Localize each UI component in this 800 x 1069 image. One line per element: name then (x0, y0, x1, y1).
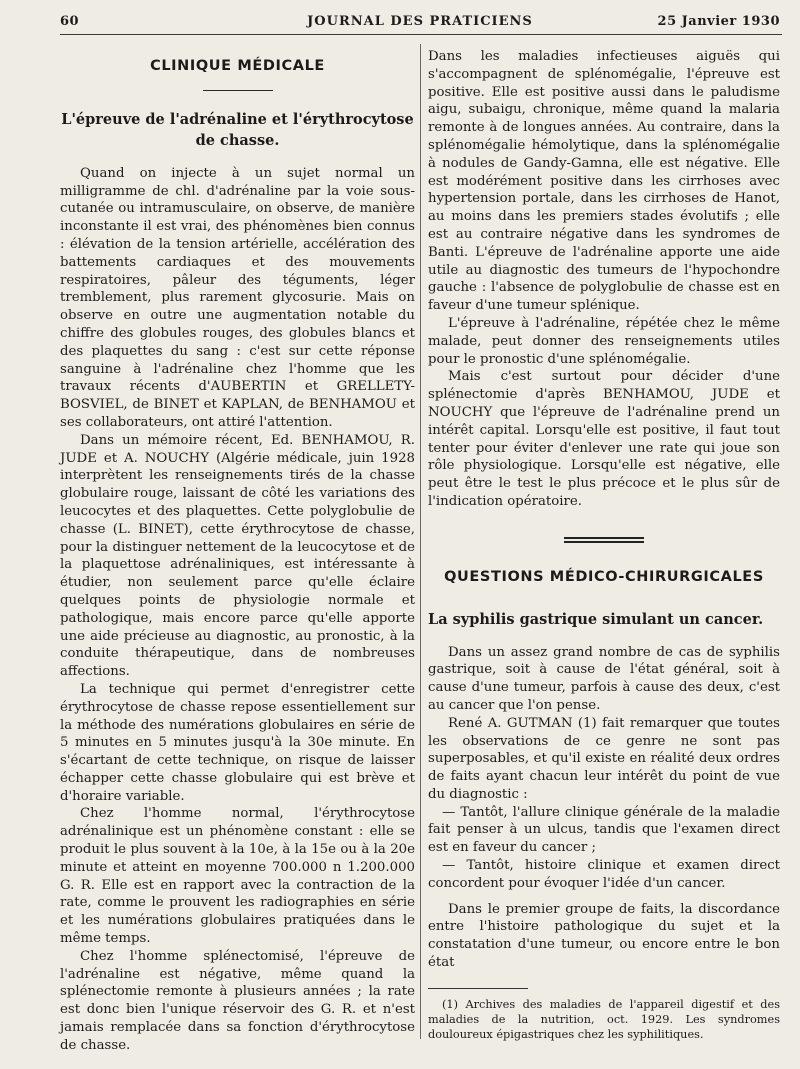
article-title-adrenaline: L'épreuve de l'adrénaline et l'érythrocytose de chasse. (61, 110, 414, 149)
paragraph: — Tantôt, l'allure clinique générale de la maladie fait penser à un ulcus, tandis que l'examen direct est en faveur du cancer ; (428, 804, 780, 856)
paragraph: Dans les maladies infectieuses aiguës qui s'accompagnent de splénomégalie, l'épreuve est positive. Elle est positive aussi dans le paludisme aigu, subaigu, chronique, même quand la malaria remonte à de longues années. Au contraire, dans la splénomégalie hémolytique, dans la splénomégalie à nodules de Gandy-Gamna, elle est négative. Elle est modérément positive dans les cirrhoses avec hypertension portale, dans les cirrhoses de Hanot, au moins dans les premiers stades évolutifs ; elle est au contraire négative dans les syndromes de Banti. L'épreuve de l'adrénaline apporte une aide utile au diagnostic des tumeurs de l'hypochondre gauche : l'absence de polyglobulie de chasse est en faveur d'une tumeur splénique. (428, 49, 780, 314)
double-rule-separator (564, 537, 644, 543)
journal-title: JOURNAL DES PRATICIENS (307, 14, 533, 29)
paragraph: Mais c'est surtout pour décider d'une splénectomie d'après BENHAMOU, JUDE et NOUCHY que l'épreuve de l'adrénaline prend un intérêt capital. Lorsqu'elle est positive, il faut tout tenter pour éviter d'enlever une rate qui joue son rôle physiologique. Lorsqu'elle est négative, elle peut être le test le plus précoce et le plus sûr de l'indication opératoire. (428, 369, 780, 509)
column-divider (420, 44, 421, 1039)
paragraph: La technique qui permet d'enregistrer cette érythrocytose de chasse repose essentiellement sur la méthode des numérations globulaires en série de 5 minutes en 5 minutes jusqu'à la 30e minute. En s'écartant de cette technique, on risque de laisser échapper cette chasse globulaire qui est brève et d'horaire variable. (60, 681, 415, 804)
paragraph: Chez l'homme normal, l'érythrocytose adrénalinique est un phénomène constant : elle se produit le plus souvent à la 10e, à la 15e ou à la 20e minute et atteint en moyenne 700.000 n 1.200.000 G. R. Elle est en rapport avec la contraction de la rate, comme le prouvent les radiographies en série et les numérations globulaires pratiquées dans le même temps. (60, 806, 415, 947)
paragraph: René A. GUTMAN (1) fait remarquer que toutes les observations de ce genre ne sont pas superposables, et qu'il existe en réalité deux ordres de faits ayant chacun leur intérêt du point de vue du diagnostic : (428, 715, 780, 802)
paragraph: L'épreuve à l'adrénaline, répétée chez le même malade, peut donner des renseignements utiles pour le pronostic d'une splénomégalie. (428, 315, 780, 367)
article-title-syphilis: La syphilis gastrique simulant un cancer. (428, 610, 764, 628)
paragraph: Chez l'homme splénectomisé, l'épreuve de l'adrénaline est négative, même quand la splénectomie remonte à plusieurs années ; la rate est donc bien l'unique réservoir des G. R. et n'est jamais remplacée dans sa fonction d'érythrocytose de chasse. (60, 948, 415, 1053)
paragraph: Dans le premier groupe de faits, la discordance entre l'histoire pathologique du sujet et la constatation d'une tumeur, ou encore entre le bon état (428, 901, 780, 971)
section-title-questions: QUESTIONS MÉDICO-CHIRURGICALES (444, 568, 764, 585)
running-header (60, 14, 780, 34)
paragraph: — Tantôt, histoire clinique et examen direct concordent pour évoquer l'idée d'un cancer. (428, 858, 780, 891)
section-title-clinique: CLINIQUE MÉDICALE (150, 58, 325, 74)
left-column (60, 46, 415, 1055)
paragraph: Quand on injecte à un sujet normal un milligramme de chl. d'adrénaline par la voie sous-cutanée ou intramusculaire, on observe, de manière inconstante il est vrai, des phénomènes bien connus : élévation de la tension artérielle, accélération des battements cardiaques et des mouvements respiratoires, pâleur des téguments, léger tremblement, plus rarement glycosurie. Mais on observe en outre une augmentation notable du chiffre des globules rouges, des globules blancs et des plaquettes du sang : c'est sur cette réponse sanguine à l'adrénaline chez l'homme que les travaux récents d'AUBERTIN et GRELLETY-BOSVIEL, de BINET et KAPLAN, de BENHAMOU et ses collaborateurs, ont attiré l'attention. (60, 165, 415, 430)
paragraph: Dans un assez grand nombre de cas de syphilis gastrique, soit à cause de l'état général, soit à cause d'une tumeur, parfois à cause des deux, c'est au cancer que l'on pense. (428, 644, 780, 713)
footnote: (1) Archives des maladies de l'appareil digestif et des maladies de la nutrition, oct. 1929. Les syndromes douloureux épigastriques chez les syphilitiques. (428, 997, 780, 1041)
footnote-rule (428, 988, 528, 989)
issue-date: 25 Janvier 1930 (657, 14, 780, 29)
paragraph: Dans un mémoire récent, Ed. BENHAMOU, R. JUDE et A. NOUCHY (Algérie médicale, juin 1928 interprètent les renseignements tirés de la chasse globulaire rouge, laissant de côté les variations des leucocytes et des plaquettes. Cette polyglobulie de chasse (L. BINET), cette érythrocytose de chasse, pour la distinguer nettement de la leucocytose et de la plaquettose adrénaliniques, est intéressante à étudier, non seulement parce qu'elle éclaire quelques points de physiologie normale et pathologique, mais encore parce qu'elle apporte une aide précieuse au diagnostic, au pronostic, à la conduite thérapeutique, dans de nombreuses affections. (60, 432, 415, 680)
header-rule (60, 34, 782, 35)
page-number: 60 (60, 14, 80, 29)
right-column (428, 48, 780, 1042)
section-rule (203, 90, 273, 91)
